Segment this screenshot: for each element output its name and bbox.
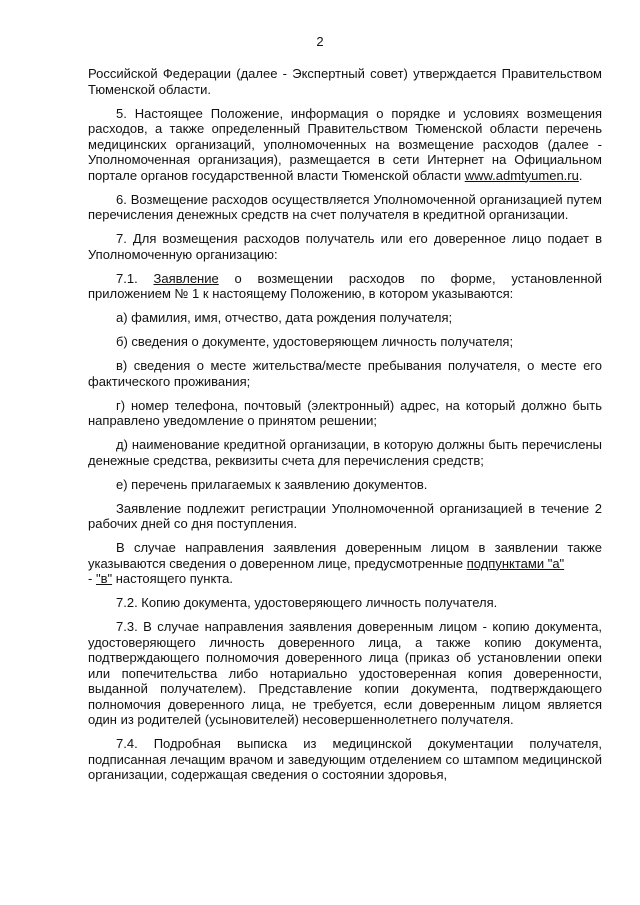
subclause-v-link[interactable]: "в" <box>95 571 113 586</box>
paragraph-7-1-rest: о возмещении расходов по форме, установленной приложением № 1 к настоящему Положению, в котором указываются: <box>88 270 602 301</box>
paragraph-registration: Заявление подлежит регистрации Уполномоченной организацией в течение 2 рабочих дней со дня поступления. <box>88 500 602 531</box>
subclauses-a-link[interactable]: подпунктами "а" <box>466 555 565 571</box>
paragraph-intro: Российской Федерации (далее - Экспертный совет) утверждается Правительством Тюменской области. <box>88 66 602 97</box>
paragraph-7-1-num: 7.1. <box>116 270 154 286</box>
list-item-e: е) перечень прилагаемых к заявлению документов. <box>116 476 428 492</box>
paragraph-7-4: 7.4. Подробная выписка из медицинской документации получателя, подписанная лечащим врачом и заведующим отделением со штампом медицинской организации, содержащая сведения о состоянии здоровья, <box>88 736 602 782</box>
list-item-v: в) сведения о месте жительства/месте пребывания получателя, о месте его фактического проживания; <box>88 358 602 389</box>
list-item-a: а) фамилия, имя, отчество, дата рождения получателя; <box>116 310 453 325</box>
application-link[interactable]: Заявление <box>153 270 219 286</box>
list-item-b: б) сведения о документе, удостоверяющем личность получателя; <box>116 334 514 349</box>
paragraph-5-end: . <box>578 167 583 183</box>
paragraph-trusted-text: В случае направления заявления доверенным лицом в заявлении также указываются сведения о доверенном лице, предусмотренные <box>88 540 602 571</box>
admtyumen-link[interactable]: www.admtyumen.ru <box>464 167 579 183</box>
paragraph-5-text: 5. Настоящее Положение, информация о порядке и условиях возмещения расходов, а также определенный Правительством Тюменской области перечень медицинских организаций, уполномоченных на возмещение расходов (далее - Уполномоченная организация), размещается в сети Интернет на Официальном портале органов государственной власти Тюменской области <box>88 105 602 183</box>
page-number: 2 <box>316 34 324 49</box>
document-body <box>88 66 602 791</box>
paragraph-5 <box>88 106 602 184</box>
paragraph-trusted-person <box>88 540 602 587</box>
paragraph-trusted-end: настоящего пункта. <box>112 571 233 586</box>
paragraph-7-1 <box>88 271 602 302</box>
paragraph-6: 6. Возмещение расходов осуществляется Уполномоченной организацией путем перечисления денежных средств на счет получателя в кредитной организации. <box>88 191 602 222</box>
list-item-d: д) наименование кредитной организации, в которую должны быть перечислены денежные средства, реквизиты счета для перечисления средств; <box>88 437 602 468</box>
paragraph-7: 7. Для возмещения расходов получатель или его доверенное лицо подает в Уполномоченную организацию: <box>88 231 602 262</box>
paragraph-7-3: 7.3. В случае направления заявления доверенным лицом - копию документа, удостоверяющего личность доверенного лица, а также копию документа, подтверждающего полномочия доверенного лица (приказ об установлении опеки или попечительства либо нотариально удостоверенная копия доверенности, выданной получателем). Представление копии документа, подтверждающего полномочия доверенного лица, не требуется, если доверенным лицом является один из родителей (усыновителей) несовершеннолетнего получателя. <box>88 619 602 727</box>
list-item-g: г) номер телефона, почтовый (электронный) адрес, на который должно быть направлено уведомление о принятом решении; <box>88 397 602 428</box>
paragraph-trusted-mid: - <box>88 571 96 586</box>
paragraph-7-2: 7.2. Копию документа, удостоверяющего личность получателя. <box>116 595 498 610</box>
